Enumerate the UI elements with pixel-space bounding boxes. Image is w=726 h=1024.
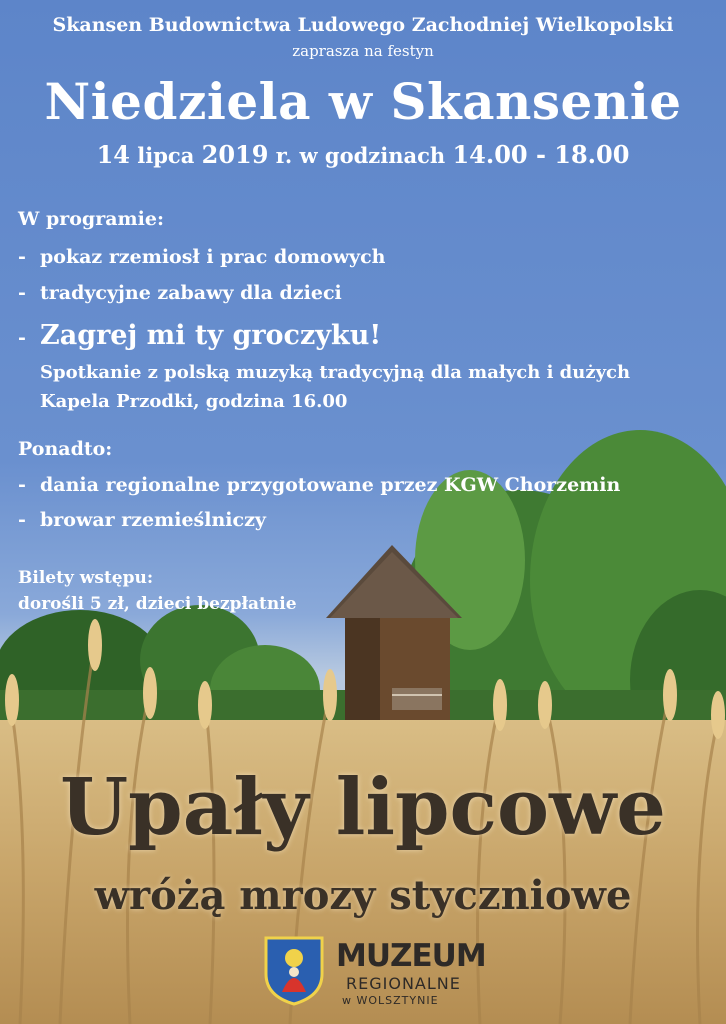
program-item-highlight [18,320,381,351]
date-month: lipca [137,143,195,168]
program-heading: W programie: [18,208,164,230]
logo-text-regional: REGIONALNE [346,974,461,993]
date-hours: 14.00 - 18.00 [452,140,630,169]
bullet-dash: - [18,474,26,496]
program-item [18,246,385,268]
extras-heading: Ponadto: [18,438,113,460]
tickets-heading: Bilety wstępu: [18,568,154,588]
date-mid: r. w godzinach [275,143,446,168]
bullet-dash: - [18,282,26,304]
page-title: Niedziela w Skansenie [44,72,682,131]
extras-item-label: browar rzemieślniczy [40,509,266,531]
bullet-dash: - [18,246,26,268]
slogan-line-2: wróżą mrozy styczniowe [94,872,632,919]
date-day: 14 [96,140,130,169]
bullet-dash: - [18,509,26,531]
logo-text-museum: MUZEUM [336,938,486,974]
bullet-dash: - [18,327,26,349]
extras-item [18,509,266,531]
program-item [18,282,342,304]
slogan-line-1: Upały lipcowe [60,762,666,853]
date-year: 2019 [201,140,269,169]
museum-logo [262,934,486,1012]
program-item-label: Zagrej mi ty groczyku! [40,320,382,351]
logo-text-town: w WOLSZTYNIE [342,994,439,1007]
extras-item-label: dania regionalne przygotowane przez KGW Chorzemin [40,474,621,496]
organizer-title: Skansen Budownictwa Ludowego Zachodniej Wielkopolski [52,14,674,36]
program-subtext: Spotkanie z polską muzyką tradycyjną dla małych i dużych [40,362,631,383]
coat-of-arms-icon [262,934,326,1006]
program-item-label: tradycyjne zabawy dla dzieci [40,282,342,304]
invite-line: zaprasza na festyn [292,42,434,60]
extras-item [18,474,620,496]
program-item-label: pokaz rzemiosł i prac domowych [40,246,386,268]
program-subtext: Kapela Przodki, godzina 16.00 [40,391,348,412]
tickets-prices: dorośli 5 zł, dzieci bezpłatnie [18,594,297,614]
event-date [0,140,726,169]
